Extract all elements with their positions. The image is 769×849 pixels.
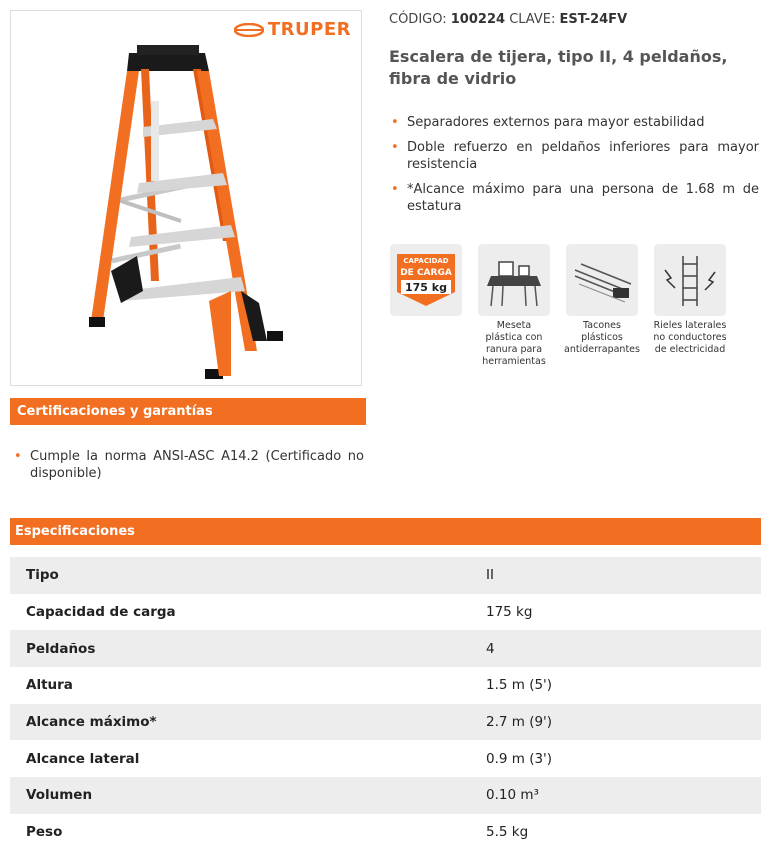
feature-icons [389, 244, 727, 368]
ladder-image [81, 41, 301, 381]
svg-text:175 kg: 175 kg [405, 281, 447, 294]
spec-value: 0.9 m (3') [486, 750, 553, 767]
spec-name: Peldaños [26, 640, 96, 657]
product-title: Escalera de tijera, tipo II, 4 peldaños, fibra de vidrio [389, 47, 728, 88]
clave-label: CLAVE: [509, 12, 556, 27]
spec-value: 175 kg [486, 604, 533, 621]
non-conductive-rails-icon [659, 252, 721, 308]
spec-name: Volumen [26, 787, 93, 804]
table-row [10, 814, 761, 849]
table-row [10, 704, 761, 741]
spec-name: Tipo [26, 567, 59, 584]
icon-card-non-conductive [653, 244, 727, 368]
codigo-value: 100224 [450, 12, 506, 27]
clave-value: EST-24FV [559, 12, 628, 27]
product-code-line [389, 12, 627, 27]
icon-caption: Tacones plásticos antiderrapantes [564, 320, 640, 355]
table-row [10, 594, 761, 631]
brand-name: TRUPER [267, 19, 351, 40]
spec-value: 5.5 kg [486, 824, 529, 841]
tool-tray-icon [483, 252, 545, 308]
codigo-label: CÓDIGO: [389, 12, 447, 27]
icon-caption: Rieles laterales no conductores de electricidad [653, 320, 727, 355]
spec-value: 4 [486, 640, 495, 657]
spec-name: Altura [26, 677, 73, 694]
non-slip-feet-icon [571, 252, 633, 308]
icon-card-non-slip-feet [565, 244, 639, 368]
icon-caption: Meseta plástica con ranura para herramientas [482, 320, 546, 367]
svg-text:CAPACIDAD: CAPACIDAD [403, 257, 449, 265]
certifications-heading: Certificaciones y garantías [10, 398, 366, 425]
spec-name: Alcance lateral [26, 750, 140, 767]
feature-item: • *Alcance máximo para una persona de 1.68 m de estatura [389, 181, 759, 215]
table-row [10, 667, 761, 704]
feature-item: • Separadores externos para mayor estabilidad [389, 114, 759, 131]
spec-name: Capacidad de carga [26, 604, 176, 621]
truper-logo-icon [234, 23, 264, 37]
spec-name: Peso [26, 824, 63, 841]
table-row [10, 777, 761, 814]
spec-value: 0.10 m³ [486, 787, 539, 804]
icon-card-capacity [389, 244, 463, 368]
product-image-frame [10, 10, 362, 386]
spec-value: II [486, 567, 494, 584]
icon-card-tool-tray [477, 244, 551, 368]
feature-item: • Doble refuerzo en peldaños inferiores para mayor resistencia [389, 139, 759, 173]
feature-list [389, 114, 759, 223]
table-row [10, 557, 761, 594]
spec-name: Alcance máximo* [26, 714, 157, 731]
spec-value: 2.7 m (9') [486, 714, 553, 731]
brand-logo [234, 19, 351, 40]
certification-item: • Cumple la norma ANSI-ASC A14.2 (Certificado no disponible) [12, 448, 364, 482]
specifications-heading: Especificaciones [10, 518, 761, 545]
certifications-list [12, 448, 364, 482]
spec-value: 1.5 m (5') [486, 677, 553, 694]
table-row [10, 740, 761, 777]
specifications-table [10, 557, 761, 849]
table-row [10, 630, 761, 667]
load-capacity-icon [395, 252, 457, 308]
svg-text:DE CARGA: DE CARGA [400, 268, 452, 278]
